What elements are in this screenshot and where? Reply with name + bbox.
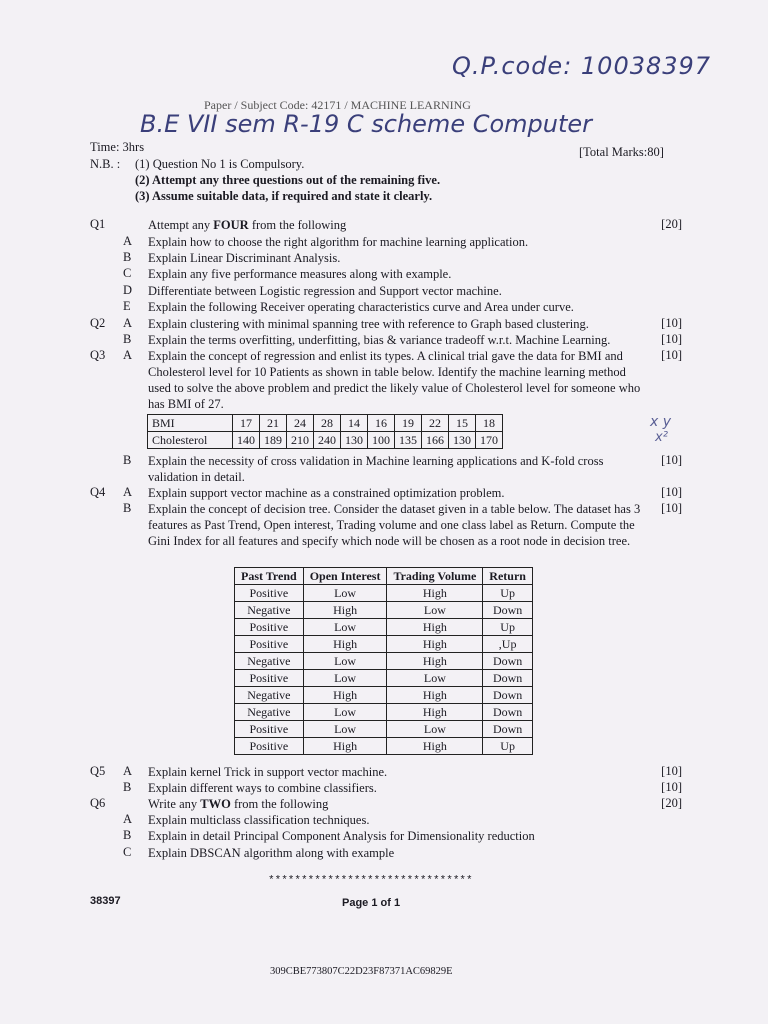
cholesterol-cell: 100 xyxy=(368,432,395,449)
bmi-cell: 24 xyxy=(287,415,314,432)
cholesterol-row xyxy=(148,432,503,449)
q1-item-text: Explain any five performance measures along with example. xyxy=(148,267,452,281)
table-cell: Positive xyxy=(235,619,304,636)
table-cell: High xyxy=(387,636,483,653)
q5-a-letter: A xyxy=(123,764,133,778)
table-row xyxy=(235,704,533,721)
table-cell: Up xyxy=(483,619,533,636)
bmi-row xyxy=(148,415,503,432)
table-cell: Down xyxy=(483,687,533,704)
table-row xyxy=(235,619,533,636)
table-cell: High xyxy=(303,687,387,704)
table-cell: Low xyxy=(387,602,483,619)
column-header: Return xyxy=(483,568,533,585)
table-cell: Negative xyxy=(235,687,304,704)
q3-number: Q3 xyxy=(90,348,106,362)
cholesterol-cell: 240 xyxy=(314,432,341,449)
table-cell: Negative xyxy=(235,653,304,670)
table-cell: Down xyxy=(483,704,533,721)
table-cell: High xyxy=(303,636,387,653)
table-cell: Positive xyxy=(235,585,304,602)
paper-code: 38397 xyxy=(90,895,121,907)
table-row xyxy=(235,602,533,619)
q1-item-text: Differentiate between Logistic regression and Support vector machine. xyxy=(148,284,502,298)
table-header-row xyxy=(235,568,533,585)
table-cell: Low xyxy=(303,619,387,636)
bmi-cell: 14 xyxy=(341,415,368,432)
q5-a-marks: [10] xyxy=(661,764,682,778)
exam-time: Time: 3hrs xyxy=(90,140,145,154)
table-cell: High xyxy=(387,738,483,755)
table-cell: Low xyxy=(303,704,387,721)
handwritten-course: B.E VII sem R-19 C scheme Computer xyxy=(140,110,593,138)
q1-item-letter: A xyxy=(123,234,133,248)
instruction-2: (2) Attempt any three questions out of the remaining five. xyxy=(135,173,441,187)
table-cell: High xyxy=(303,738,387,755)
decision-tree-dataset-table xyxy=(234,567,533,755)
q1-marks: [20] xyxy=(661,217,682,231)
table-cell: Low xyxy=(303,721,387,738)
table-cell: Negative xyxy=(235,602,304,619)
table-row xyxy=(235,687,533,704)
column-header: Past Trend xyxy=(235,568,304,585)
q1-item-text: Explain the following Receiver operating characteristics curve and Area under curve. xyxy=(148,300,574,314)
table-cell: Down xyxy=(483,653,533,670)
table-cell: Low xyxy=(387,670,483,687)
q5-number: Q5 xyxy=(90,764,106,778)
table-cell: Low xyxy=(387,721,483,738)
q1-number: Q1 xyxy=(90,217,106,231)
q1-item-text: Explain how to choose the right algorithm for machine learning application. xyxy=(148,235,529,249)
table-cell: Positive xyxy=(235,636,304,653)
q4-a-marks: [10] xyxy=(661,485,682,499)
q1-item-letter: E xyxy=(123,299,131,313)
q6-intro: Write any TWO from the following xyxy=(148,797,329,811)
q2-a-text: Explain clustering with minimal spanning tree with reference to Graph based clustering. xyxy=(148,317,589,331)
end-stars: ******************************* xyxy=(268,875,473,887)
cholesterol-cell: 170 xyxy=(476,432,503,449)
table-cell: Low xyxy=(303,585,387,602)
q6-item-text: Explain multiclass classification techniques. xyxy=(148,813,370,827)
cholesterol-label: Cholesterol xyxy=(148,432,233,449)
table-row xyxy=(235,585,533,602)
q3-a-letter: A xyxy=(123,348,133,362)
table-cell: High xyxy=(387,653,483,670)
q2-b-text: Explain the terms overfitting, underfitting, bias & variance tradeoff w.r.t. Machine Learning. xyxy=(148,333,611,347)
bmi-cell: 16 xyxy=(368,415,395,432)
table-row xyxy=(235,636,533,653)
q4-b-letter: B xyxy=(123,501,132,515)
column-header: Trading Volume xyxy=(387,568,483,585)
q6-item-text: Explain in detail Principal Component Analysis for Dimensionality reduction xyxy=(148,829,535,843)
q2-b-marks: [10] xyxy=(661,332,682,346)
table-row xyxy=(235,738,533,755)
cholesterol-cell: 135 xyxy=(395,432,422,449)
q4-number: Q4 xyxy=(90,485,106,499)
q5-b-marks: [10] xyxy=(661,780,682,794)
page-number: Page 1 of 1 xyxy=(342,897,401,909)
cholesterol-cell: 140 xyxy=(233,432,260,449)
cholesterol-cell: 189 xyxy=(260,432,287,449)
q6-item-letter: A xyxy=(123,812,133,826)
handwritten-x2: x² xyxy=(655,430,668,445)
q3-b-text: Explain the necessity of cross validation in Machine learning applications and K-fold cross validation in detail. xyxy=(148,454,604,484)
bmi-cell: 18 xyxy=(476,415,503,432)
table-cell: Down xyxy=(483,721,533,738)
column-header: Open Interest xyxy=(303,568,387,585)
q1-intro: Attempt any FOUR from the following xyxy=(148,218,347,232)
bmi-cell: 21 xyxy=(260,415,287,432)
table-cell: Negative xyxy=(235,704,304,721)
table-cell: Positive xyxy=(235,738,304,755)
bmi-cell: 28 xyxy=(314,415,341,432)
table-row xyxy=(235,653,533,670)
bmi-cholesterol-table xyxy=(147,414,503,449)
handwritten-xy: x y xyxy=(650,414,672,430)
table-cell: Low xyxy=(303,653,387,670)
q1-item-letter: B xyxy=(123,250,132,264)
instruction-3: (3) Assume suitable data, if required and state it clearly. xyxy=(135,189,433,203)
q2-number: Q2 xyxy=(90,316,106,330)
table-cell: Positive xyxy=(235,721,304,738)
subject-code: Paper / Subject Code: 42171 / MACHINE LEARNING xyxy=(204,98,471,112)
cholesterol-cell: 166 xyxy=(422,432,449,449)
q3-a-marks: [10] xyxy=(661,348,682,362)
q6-marks: [20] xyxy=(661,796,682,810)
q6-item-text: Explain DBSCAN algorithm along with example xyxy=(148,846,395,860)
table-cell: Up xyxy=(483,738,533,755)
q4-b-marks: [10] xyxy=(661,501,682,515)
bmi-cell: 17 xyxy=(233,415,260,432)
handwritten-qp-code: Q.P.code: 10038397 xyxy=(452,52,712,80)
table-cell: Up xyxy=(483,585,533,602)
q6-item-letter: B xyxy=(123,828,132,842)
q6-number: Q6 xyxy=(90,796,106,810)
table-cell: High xyxy=(387,687,483,704)
nb-label: N.B. : xyxy=(90,157,121,171)
table-row xyxy=(235,721,533,738)
table-cell: Down xyxy=(483,670,533,687)
cholesterol-cell: 210 xyxy=(287,432,314,449)
q4-a-letter: A xyxy=(123,485,133,499)
bmi-cell: 15 xyxy=(449,415,476,432)
table-cell: High xyxy=(387,619,483,636)
q3-b-letter: B xyxy=(123,453,132,467)
q4-a-text: Explain support vector machine as a constrained optimization problem. xyxy=(148,486,505,500)
q1-item-letter: C xyxy=(123,266,132,280)
table-cell: ,Up xyxy=(483,636,533,653)
table-cell: Low xyxy=(303,670,387,687)
q1-item-letter: D xyxy=(123,283,133,297)
table-cell: Positive xyxy=(235,670,304,687)
cholesterol-cell: 130 xyxy=(341,432,368,449)
cholesterol-cell: 130 xyxy=(449,432,476,449)
q5-b-letter: B xyxy=(123,780,132,794)
q2-a-marks: [10] xyxy=(661,316,682,330)
paper-hash: 309CBE773807C22D23F87371AC69829E xyxy=(270,966,453,977)
table-cell: High xyxy=(387,585,483,602)
q5-b-text: Explain different ways to combine classifiers. xyxy=(148,781,377,795)
q2-a-letter: A xyxy=(123,316,133,330)
q1-item-text: Explain Linear Discriminant Analysis. xyxy=(148,251,341,265)
total-marks: [Total Marks:80] xyxy=(579,145,664,159)
q2-b-letter: B xyxy=(123,332,132,346)
q3-b-marks: [10] xyxy=(661,453,682,467)
table-cell: High xyxy=(303,602,387,619)
bmi-cell: 22 xyxy=(422,415,449,432)
instruction-1: (1) Question No 1 is Compulsory. xyxy=(135,157,305,171)
q6-item-letter: C xyxy=(123,845,132,859)
table-cell: High xyxy=(387,704,483,721)
q3-a-text: Explain the concept of regression and enlist its types. A clinical trial gave the data for BMI and Cholesterol level for 10 Patients as shown in table below. Identify the machine learning method used to solve the above problem and predict the likely value of Cholesterol level for someone who has BMI of 27. xyxy=(148,349,641,411)
q4-b-text: Explain the concept of decision tree. Consider the dataset given in a table below. The dataset has 3 features as Past Trend, Open interest, Trading volume and one class label as Return. Compute the Gini Index for all features and specify which node will be chosen as a root node in decision tree. xyxy=(148,502,641,548)
bmi-cell: 19 xyxy=(395,415,422,432)
bmi-label: BMI xyxy=(148,415,233,432)
table-row xyxy=(235,670,533,687)
q5-a-text: Explain kernel Trick in support vector machine. xyxy=(148,765,388,779)
table-cell: Down xyxy=(483,602,533,619)
